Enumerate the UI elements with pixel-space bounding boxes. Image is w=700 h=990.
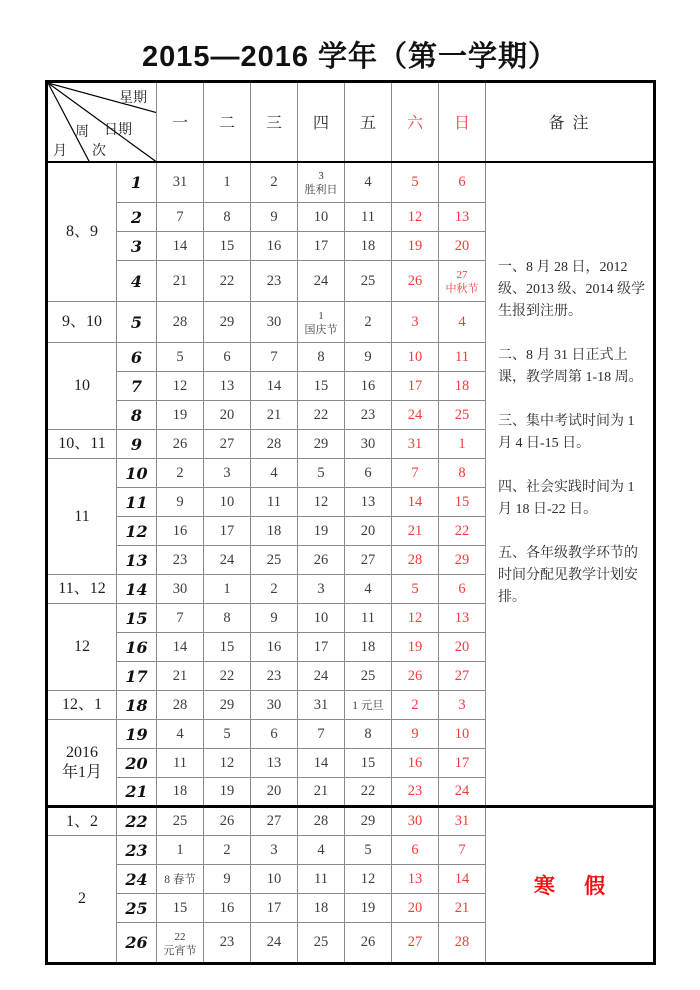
day-cell: 31 <box>157 162 204 203</box>
day-cell: 2 <box>251 162 298 203</box>
day-cell: 21 <box>298 778 345 807</box>
day-cell: 30 <box>251 302 298 343</box>
day-cell: 12 <box>345 865 392 894</box>
day-cell: 13 <box>439 203 486 232</box>
remark-note: 二、8 月 31 日正式上课，教学周第 1-18 周。 <box>498 347 643 385</box>
weekday-header-sat: 六 <box>392 82 439 162</box>
week-number-cell: 3 <box>117 232 157 261</box>
week-number-cell: 12 <box>117 517 157 546</box>
day-cell: 8 <box>204 203 251 232</box>
day-cell: 25 <box>251 546 298 575</box>
day-cell: 19 <box>204 778 251 807</box>
day-cell: 30 <box>157 575 204 604</box>
day-cell <box>298 162 345 203</box>
day-cell: 14 <box>392 488 439 517</box>
day-cell: 17 <box>251 894 298 923</box>
day-cell: 2 <box>345 302 392 343</box>
day-cell: 24 <box>204 546 251 575</box>
month-cell <box>47 343 117 430</box>
month-cell <box>47 691 117 720</box>
week-number-cell: 16 <box>117 633 157 662</box>
week-number-cell: 26 <box>117 923 157 964</box>
month-cell <box>47 430 117 459</box>
day-cell: 13 <box>204 372 251 401</box>
day-cell: 12 <box>204 749 251 778</box>
day-cell: 8 春节 <box>157 865 204 894</box>
holiday-label: 胜利日 <box>304 184 338 197</box>
day-cell: 21 <box>157 261 204 302</box>
day-cell <box>439 261 486 302</box>
day-cell: 6 <box>439 575 486 604</box>
day-cell: 31 <box>298 691 345 720</box>
day-cell: 21 <box>392 517 439 546</box>
day-cell: 10 <box>298 604 345 633</box>
day-cell: 5 <box>392 162 439 203</box>
month-label: 2016 <box>66 743 98 761</box>
week-number-cell: 14 <box>117 575 157 604</box>
day-cell: 10 <box>298 203 345 232</box>
week-row <box>47 162 655 203</box>
corner-label-date: 日期 <box>104 123 132 138</box>
day-cell: 18 <box>251 517 298 546</box>
day-cell: 7 <box>392 459 439 488</box>
day-cell: 9 <box>392 720 439 749</box>
weekday-header-sun: 日 <box>439 82 486 162</box>
remark-note: 五、各年级教学环节的时间分配见教学计划安排。 <box>498 545 638 605</box>
day-cell: 22 <box>298 401 345 430</box>
month-label: 10、11 <box>58 435 106 452</box>
day-cell: 5 <box>298 459 345 488</box>
day-cell: 25 <box>345 261 392 302</box>
holiday-label: 国庆节 <box>304 324 338 336</box>
day-cell: 23 <box>345 401 392 430</box>
day-cell: 9 <box>157 488 204 517</box>
day-cell: 11 <box>345 604 392 633</box>
week-number-cell: 11 <box>117 488 157 517</box>
day-cell: 1 <box>439 430 486 459</box>
month-label: 11 <box>74 507 90 525</box>
day-cell: 27 <box>439 662 486 691</box>
day-cell: 17 <box>298 232 345 261</box>
day-cell: 22 <box>204 261 251 302</box>
day-cell: 27 <box>345 546 392 575</box>
day-cell: 29 <box>204 302 251 343</box>
day-cell: 28 <box>392 546 439 575</box>
day-cell: 23 <box>251 261 298 302</box>
week-number-cell: 17 <box>117 662 157 691</box>
day-cell: 22 <box>204 662 251 691</box>
day-number: 27 <box>456 269 468 281</box>
day-cell: 25 <box>298 923 345 964</box>
day-cell: 10 <box>392 343 439 372</box>
weekday-header-wed: 三 <box>251 82 298 162</box>
day-cell: 28 <box>439 923 486 964</box>
day-cell: 21 <box>251 401 298 430</box>
day-cell: 22 <box>345 778 392 807</box>
day-cell: 15 <box>157 894 204 923</box>
day-cell: 21 <box>439 894 486 923</box>
day-cell: 3 <box>204 459 251 488</box>
day-cell: 31 <box>392 430 439 459</box>
day-cell: 29 <box>439 546 486 575</box>
day-cell: 15 <box>204 633 251 662</box>
day-cell: 2 <box>204 836 251 865</box>
day-cell: 10 <box>204 488 251 517</box>
day-cell: 1 <box>204 575 251 604</box>
day-cell <box>157 923 204 964</box>
day-cell: 16 <box>345 372 392 401</box>
week-number-cell: 24 <box>117 865 157 894</box>
day-cell: 19 <box>345 894 392 923</box>
day-cell: 12 <box>392 604 439 633</box>
day-cell: 6 <box>251 720 298 749</box>
day-cell: 1 元旦 <box>345 691 392 720</box>
day-cell: 26 <box>392 261 439 302</box>
day-cell: 28 <box>251 430 298 459</box>
day-cell: 17 <box>298 633 345 662</box>
day-cell: 13 <box>392 865 439 894</box>
day-cell: 1 <box>204 162 251 203</box>
day-cell: 7 <box>157 604 204 633</box>
week-number-cell: 25 <box>117 894 157 923</box>
month-label: 11、12 <box>58 580 106 597</box>
week-number-cell: 8 <box>117 401 157 430</box>
week-number-cell: 6 <box>117 343 157 372</box>
day-cell: 2 <box>157 459 204 488</box>
day-cell: 18 <box>345 633 392 662</box>
day-cell: 7 <box>251 343 298 372</box>
day-cell: 14 <box>439 865 486 894</box>
week-number-cell: 10 <box>117 459 157 488</box>
holiday-label: 中秋节 <box>445 283 479 295</box>
corner-label-month: 月 <box>53 144 67 159</box>
month-cell <box>47 162 117 302</box>
month-label: 12 <box>74 638 90 655</box>
day-cell: 4 <box>251 459 298 488</box>
week-number-cell: 13 <box>117 546 157 575</box>
day-cell: 30 <box>251 691 298 720</box>
month-cell <box>47 604 117 691</box>
weekday-header-thu: 四 <box>298 82 345 162</box>
day-cell: 10 <box>251 865 298 894</box>
day-cell: 26 <box>204 807 251 836</box>
weekday-header-fri: 五 <box>345 82 392 162</box>
day-cell: 26 <box>157 430 204 459</box>
day-cell: 7 <box>298 720 345 749</box>
day-cell: 24 <box>439 778 486 807</box>
month-cell <box>47 720 117 807</box>
day-cell: 12 <box>157 372 204 401</box>
day-cell: 8 <box>439 459 486 488</box>
day-cell: 27 <box>251 807 298 836</box>
day-cell: 20 <box>251 778 298 807</box>
week-number-cell: 4 <box>117 261 157 302</box>
day-cell: 20 <box>439 232 486 261</box>
month-cell <box>47 302 117 343</box>
day-cell: 14 <box>298 749 345 778</box>
day-cell: 23 <box>157 546 204 575</box>
weekday-header-mon: 一 <box>157 82 204 162</box>
day-cell: 25 <box>345 662 392 691</box>
weekday-header-tue: 二 <box>204 82 251 162</box>
day-cell: 8 <box>298 343 345 372</box>
remark-note: 四、社会实践时间为 1 月 18 日-22 日。 <box>498 479 635 517</box>
header-row <box>47 82 655 162</box>
remarks-cell <box>486 162 655 807</box>
day-cell: 3 <box>298 575 345 604</box>
month-label: 8、9 <box>65 222 98 240</box>
day-cell: 5 <box>157 343 204 372</box>
corner-label-week: 周 <box>75 125 89 140</box>
day-cell: 28 <box>157 691 204 720</box>
day-cell: 8 <box>345 720 392 749</box>
day-cell: 13 <box>439 604 486 633</box>
day-cell: 15 <box>345 749 392 778</box>
day-cell: 31 <box>439 807 486 836</box>
day-cell: 11 <box>439 343 486 372</box>
day-cell: 7 <box>157 203 204 232</box>
day-cell: 4 <box>439 302 486 343</box>
day-cell: 29 <box>298 430 345 459</box>
day-cell: 15 <box>439 488 486 517</box>
remarks-header: 备 注 <box>486 82 655 162</box>
week-number-cell: 18 <box>117 691 157 720</box>
month-cell <box>47 807 117 836</box>
day-cell: 18 <box>439 372 486 401</box>
week-row <box>47 807 655 836</box>
corner-label-weekday: 星期 <box>119 91 147 106</box>
page-title: 2015—2016 学年（第一学期） <box>141 41 559 73</box>
day-number: 3 <box>318 170 324 183</box>
day-cell: 21 <box>157 662 204 691</box>
week-number-cell: 22 <box>117 807 157 836</box>
week-number-cell: 5 <box>117 302 157 343</box>
day-cell: 22 <box>439 517 486 546</box>
diagonal-corner-cell <box>47 82 157 162</box>
day-cell: 18 <box>345 232 392 261</box>
month-label: 10 <box>74 377 90 394</box>
day-cell: 25 <box>439 401 486 430</box>
day-cell: 13 <box>251 749 298 778</box>
day-cell: 17 <box>439 749 486 778</box>
day-number: 22 <box>174 930 186 943</box>
day-cell: 16 <box>251 633 298 662</box>
day-cell: 28 <box>157 302 204 343</box>
day-cell: 11 <box>298 865 345 894</box>
day-cell: 23 <box>251 662 298 691</box>
month-label: 9、10 <box>61 313 102 330</box>
day-cell: 7 <box>439 836 486 865</box>
day-cell: 9 <box>251 203 298 232</box>
day-cell: 11 <box>345 203 392 232</box>
day-cell: 27 <box>392 923 439 964</box>
day-cell <box>298 302 345 343</box>
day-cell: 6 <box>204 343 251 372</box>
day-number: 1 <box>318 310 324 322</box>
day-cell: 15 <box>298 372 345 401</box>
day-cell: 11 <box>157 749 204 778</box>
day-cell: 20 <box>392 894 439 923</box>
day-cell: 17 <box>204 517 251 546</box>
day-cell: 12 <box>298 488 345 517</box>
day-cell: 20 <box>204 401 251 430</box>
day-cell: 18 <box>157 778 204 807</box>
day-cell: 19 <box>392 232 439 261</box>
remark-note: 三、集中考试时间为 1 月 4 日-15 日。 <box>498 413 635 451</box>
week-number-cell: 9 <box>117 430 157 459</box>
day-cell: 4 <box>157 720 204 749</box>
day-cell: 26 <box>298 546 345 575</box>
day-cell: 4 <box>298 836 345 865</box>
day-cell: 23 <box>392 778 439 807</box>
day-cell: 29 <box>204 691 251 720</box>
day-cell: 17 <box>392 372 439 401</box>
day-cell: 27 <box>204 430 251 459</box>
holiday-label: 元宵节 <box>163 944 197 957</box>
day-cell: 14 <box>251 372 298 401</box>
day-cell: 5 <box>204 720 251 749</box>
day-cell: 24 <box>392 401 439 430</box>
month-label: 1、2 <box>65 812 98 830</box>
day-cell: 25 <box>157 807 204 836</box>
month-label: 12、1 <box>61 696 102 713</box>
remark-note: 一、8 月 28 日，2012 级、2013 级、2014 级学生报到注册。 <box>498 259 645 319</box>
week-number-cell: 7 <box>117 372 157 401</box>
calendar-body <box>47 162 655 964</box>
day-cell: 5 <box>392 575 439 604</box>
corner-label-ordinal: 次 <box>92 144 106 159</box>
day-cell: 15 <box>204 232 251 261</box>
week-number-cell: 1 <box>117 162 157 203</box>
day-cell: 16 <box>204 894 251 923</box>
day-cell: 29 <box>345 807 392 836</box>
day-cell: 3 <box>251 836 298 865</box>
day-cell: 9 <box>345 343 392 372</box>
week-number-cell: 19 <box>117 720 157 749</box>
day-cell: 10 <box>439 720 486 749</box>
day-cell: 20 <box>345 517 392 546</box>
month-cell <box>47 575 117 604</box>
day-cell: 19 <box>298 517 345 546</box>
day-cell: 11 <box>251 488 298 517</box>
day-cell: 4 <box>345 575 392 604</box>
day-cell: 12 <box>392 203 439 232</box>
day-cell: 9 <box>251 604 298 633</box>
day-cell: 24 <box>298 261 345 302</box>
day-cell: 19 <box>157 401 204 430</box>
day-cell: 9 <box>204 865 251 894</box>
day-cell: 16 <box>392 749 439 778</box>
day-cell: 24 <box>251 923 298 964</box>
day-cell: 1 <box>157 836 204 865</box>
day-cell: 5 <box>345 836 392 865</box>
day-cell: 26 <box>345 923 392 964</box>
week-number-cell: 21 <box>117 778 157 807</box>
month-label: 年1月 <box>61 763 102 781</box>
day-cell: 18 <box>298 894 345 923</box>
winter-vacation-cell: 寒 假 <box>486 807 655 964</box>
week-number-cell: 23 <box>117 836 157 865</box>
day-cell: 3 <box>439 691 486 720</box>
day-cell: 16 <box>251 232 298 261</box>
day-cell: 6 <box>345 459 392 488</box>
day-cell: 3 <box>392 302 439 343</box>
month-cell <box>47 836 117 964</box>
day-cell: 6 <box>439 162 486 203</box>
day-cell: 28 <box>298 807 345 836</box>
month-cell <box>47 459 117 575</box>
week-number-cell: 2 <box>117 203 157 232</box>
week-number-cell: 15 <box>117 604 157 633</box>
day-cell: 8 <box>204 604 251 633</box>
day-cell: 4 <box>345 162 392 203</box>
month-label: 2 <box>78 890 86 907</box>
day-cell: 13 <box>345 488 392 517</box>
day-cell: 2 <box>251 575 298 604</box>
day-cell: 24 <box>298 662 345 691</box>
day-cell: 14 <box>157 633 204 662</box>
day-cell: 2 <box>392 691 439 720</box>
day-cell: 19 <box>392 633 439 662</box>
week-number-cell: 20 <box>117 749 157 778</box>
day-cell: 14 <box>157 232 204 261</box>
day-cell: 30 <box>392 807 439 836</box>
academic-calendar-table <box>45 80 656 965</box>
day-cell: 23 <box>204 923 251 964</box>
day-cell: 20 <box>439 633 486 662</box>
day-cell: 16 <box>157 517 204 546</box>
day-cell: 26 <box>392 662 439 691</box>
day-cell: 30 <box>345 430 392 459</box>
day-cell: 6 <box>392 836 439 865</box>
